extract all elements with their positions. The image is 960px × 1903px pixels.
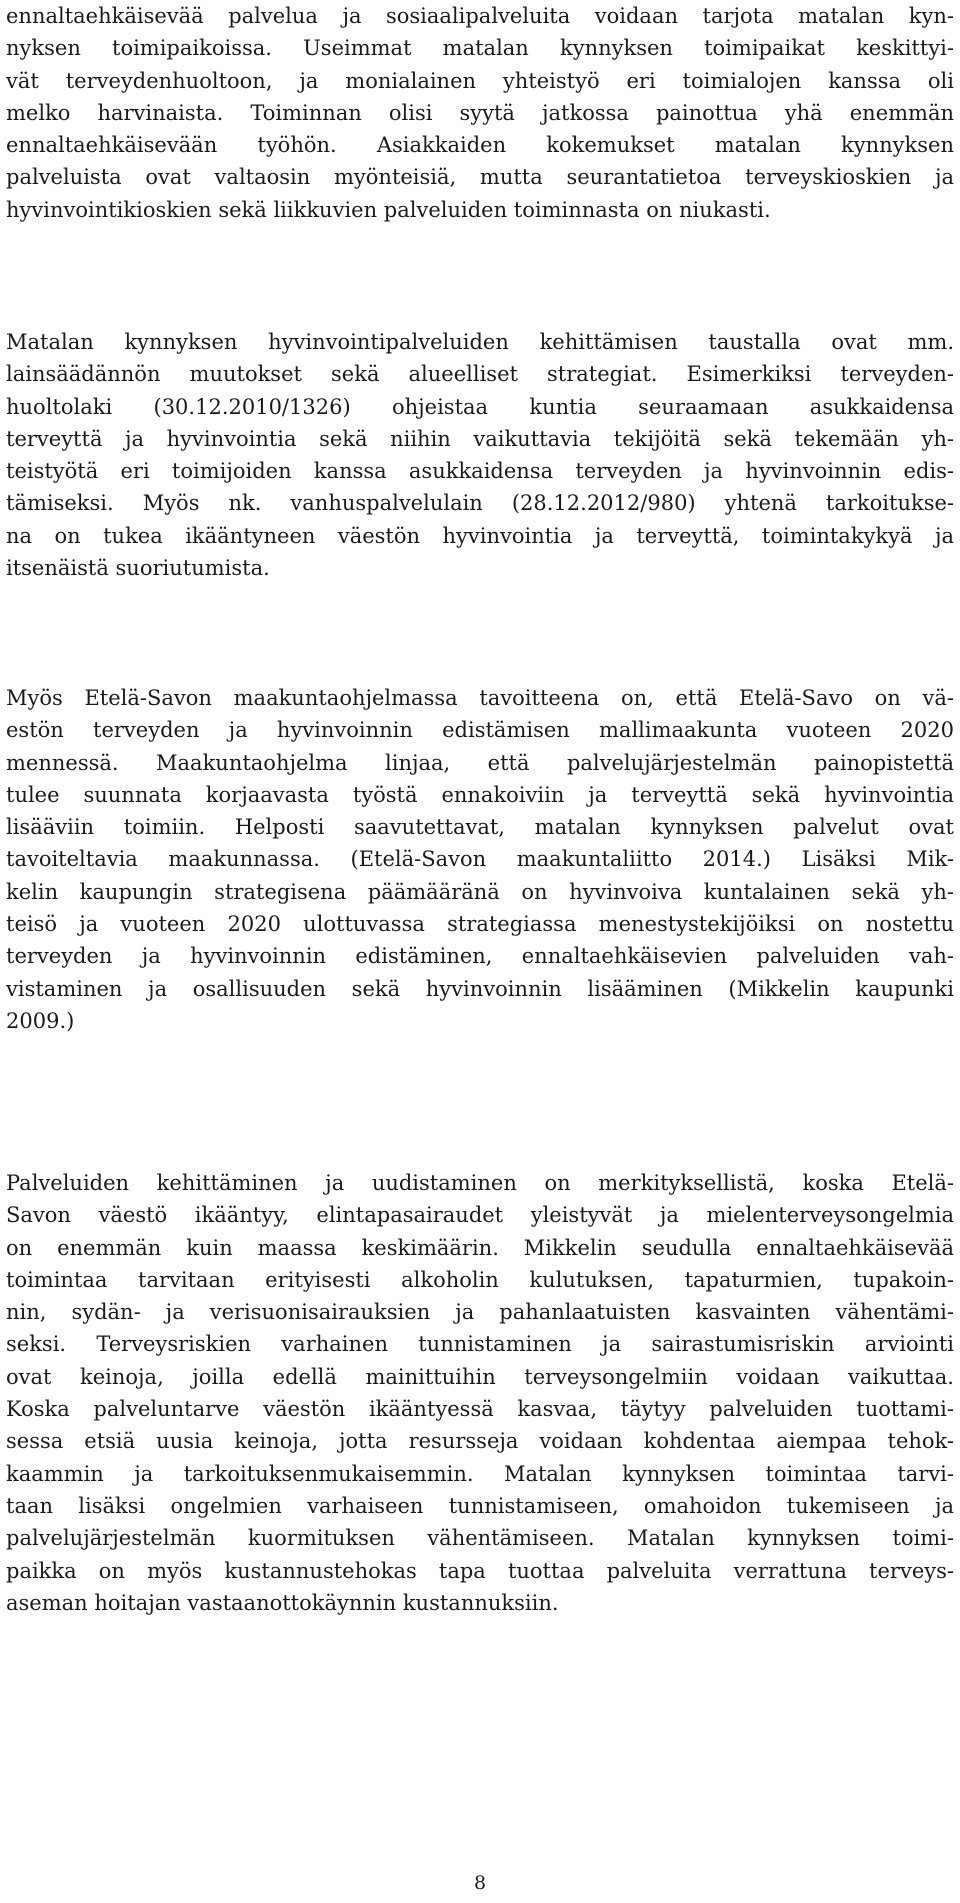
- text-line: taan lisäksi ongelmien varhaiseen tunnistamiseen, omahoidon tukemiseen ja: [6, 1493, 954, 1518]
- text-line: kaammin ja tarkoituksenmukaisemmin. Matalan kynnyksen toimintaa tarvi-: [6, 1461, 954, 1486]
- text-line: sessa etsiä uusia keinoja, jotta resursseja voidaan kohdentaa aiempaa tehok-: [6, 1429, 954, 1454]
- text-line: teistyötä eri toimijoiden kanssa asukkaidensa terveyden ja hyvinvoinnin edis-: [6, 459, 954, 484]
- text-line: Savon väestö ikääntyy, elintapasairaudet yleistyvät ja mielenterveysongelmia: [6, 1203, 954, 1228]
- text-line: tämiseksi. Myös nk. vanhuspalvelulain (28.12.2012/980) yhtenä tarkoitukse-: [6, 491, 954, 516]
- text-line: ennaltaehkäisevää palvelua ja sosiaalipalveluita voidaan tarjota matalan kyn-: [6, 4, 954, 28]
- text-line: terveyden ja hyvinvoinnin edistäminen, ennaltaehkäisevien palveluiden vah-: [6, 944, 954, 969]
- text-line: tavoiteltavia maakunnassa. (Etelä-Savon maakuntaliitto 2014.) Lisäksi Mik-: [6, 847, 954, 872]
- text-line: paikka on myös kustannustehokas tapa tuottaa palveluita verrattuna terveys-: [6, 1558, 954, 1583]
- page-number: 8: [473, 1872, 487, 1894]
- text-line: aseman hoitajan vastaanottokäynnin kustannuksiin.: [6, 1590, 559, 1615]
- paragraph: [6, 1167, 954, 1619]
- text-line: vät terveydenhuoltoon, ja monialainen yhteistyö eri toimialojen kanssa oli: [6, 68, 954, 93]
- text-line: teisö ja vuoteen 2020 ulottuvassa strategiassa menestystekijöiksi on nostettu: [6, 912, 954, 937]
- text-line: palveluista ovat valtaosin myönteisiä, mutta seurantatietoa terveyskioskien ja: [6, 165, 954, 190]
- text-line: Matalan kynnyksen hyvinvointipalveluiden kehittämisen taustalla ovat mm.: [6, 330, 954, 354]
- text-line: toimintaa tarvitaan erityisesti alkoholin kulutuksen, tapaturmien, tupakoin-: [6, 1267, 954, 1292]
- paragraph: [6, 682, 954, 1037]
- text-line: lainsäädännön muutokset sekä alueelliset strategiat. Esimerkiksi terveyden-: [6, 362, 954, 387]
- text-line: 2009.): [6, 1008, 75, 1033]
- text-line: tulee suunnata korjaavasta työstä ennakoiviin ja terveyttä sekä hyvinvointia: [6, 782, 954, 807]
- text-line: itsenäistä suoriutumista.: [6, 556, 270, 581]
- text-line: ovat keinoja, joilla edellä mainittuihin terveysongelmiin voidaan vaikuttaa.: [6, 1364, 954, 1389]
- text-line: kelin kaupungin strategisena päämääränä on hyvinvoiva kuntalainen sekä yh-: [6, 879, 954, 904]
- text-line: huoltolaki (30.12.2010/1326) ohjeistaa kuntia seuraamaan asukkaidensa: [6, 394, 954, 419]
- paragraph: [6, 0, 954, 226]
- text-line: on enemmän kuin maassa keskimäärin. Mikkelin seudulla ennaltaehkäisevää: [6, 1235, 954, 1260]
- text-line: Myös Etelä-Savon maakuntaohjelmassa tavoitteena on, että Etelä-Savo on vä-: [6, 686, 954, 710]
- text-line: nyksen toimipaikoissa. Useimmat matalan kynnyksen toimipaikat keskittyi-: [6, 36, 954, 61]
- text-line: Koska palveluntarve väestön ikääntyessä kasvaa, täytyy palveluiden tuottami-: [6, 1397, 954, 1422]
- text-line: Palveluiden kehittäminen ja uudistaminen on merkityksellistä, koska Etelä-: [6, 1171, 954, 1195]
- text-line: nin, sydän- ja verisuonisairauksien ja pahanlaatuisten kasvainten vähentämi-: [6, 1300, 954, 1325]
- text-line: vistaminen ja osallisuuden sekä hyvinvoinnin lisääminen (Mikkelin kaupunki: [6, 976, 954, 1001]
- text-line: terveyttä ja hyvinvointia sekä niihin vaikuttavia tekijöitä sekä tekemään yh-: [6, 426, 954, 451]
- text-line: estön terveyden ja hyvinvoinnin edistämisen mallimaakunta vuoteen 2020: [6, 718, 954, 743]
- text-line: melko harvinaista. Toiminnan olisi syytä jatkossa painottua yhä enemmän: [6, 100, 954, 125]
- text-line: seksi. Terveysriskien varhainen tunnistaminen ja sairastumisriskin arviointi: [6, 1332, 954, 1357]
- text-line: ennaltaehkäisevään työhön. Asiakkaiden kokemukset matalan kynnyksen: [6, 133, 954, 158]
- text-line: lisääviin toimiin. Helposti saavutettavat, matalan kynnyksen palvelut ovat: [6, 815, 954, 840]
- text-line: palvelujärjestelmän kuormituksen vähentämiseen. Matalan kynnyksen toimi-: [6, 1526, 954, 1551]
- paragraph: [6, 326, 954, 584]
- text-line: hyvinvointikioskien sekä liikkuvien palveluiden toiminnasta on niukasti.: [6, 197, 771, 222]
- text-line: na on tukea ikääntyneen väestön hyvinvointia ja terveyttä, toimintakykyä ja: [6, 523, 954, 548]
- text-line: mennessä. Maakuntaohjelma linjaa, että palvelujärjestelmän painopistettä: [6, 750, 954, 775]
